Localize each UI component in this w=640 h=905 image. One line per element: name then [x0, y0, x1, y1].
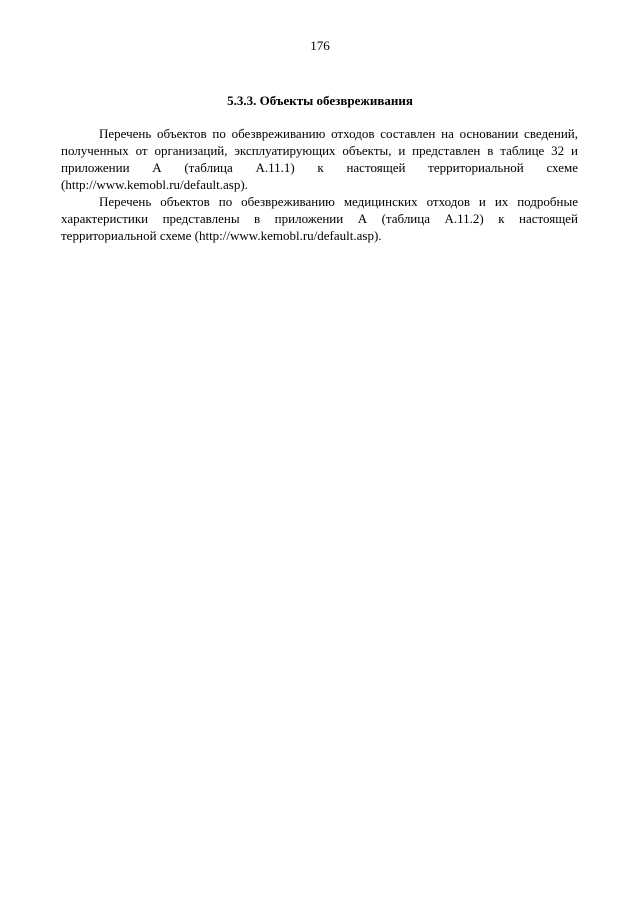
page-number: 176	[310, 38, 330, 53]
body-text	[61, 125, 578, 244]
paragraph-medical-facilities: Перечень объектов по обезвреживанию медицинских отходов и их подробные характеристики представлены в приложении А (таблица А.11.2) к настоящей территориальной схеме (http://www.kemobl.ru/default.asp).	[61, 194, 578, 243]
section-heading: 5.3.3. Объекты обезвреживания	[227, 93, 413, 108]
paragraph-facilities-list: Перечень объектов по обезвреживанию отходов составлен на основании сведений, полученных от организаций, эксплуатирующих объекты, и представлен в таблице 32 и приложении А (таблица А.11.1) к настоящей территориальной схеме (http://www.kemobl.ru/default.asp).	[61, 126, 578, 192]
